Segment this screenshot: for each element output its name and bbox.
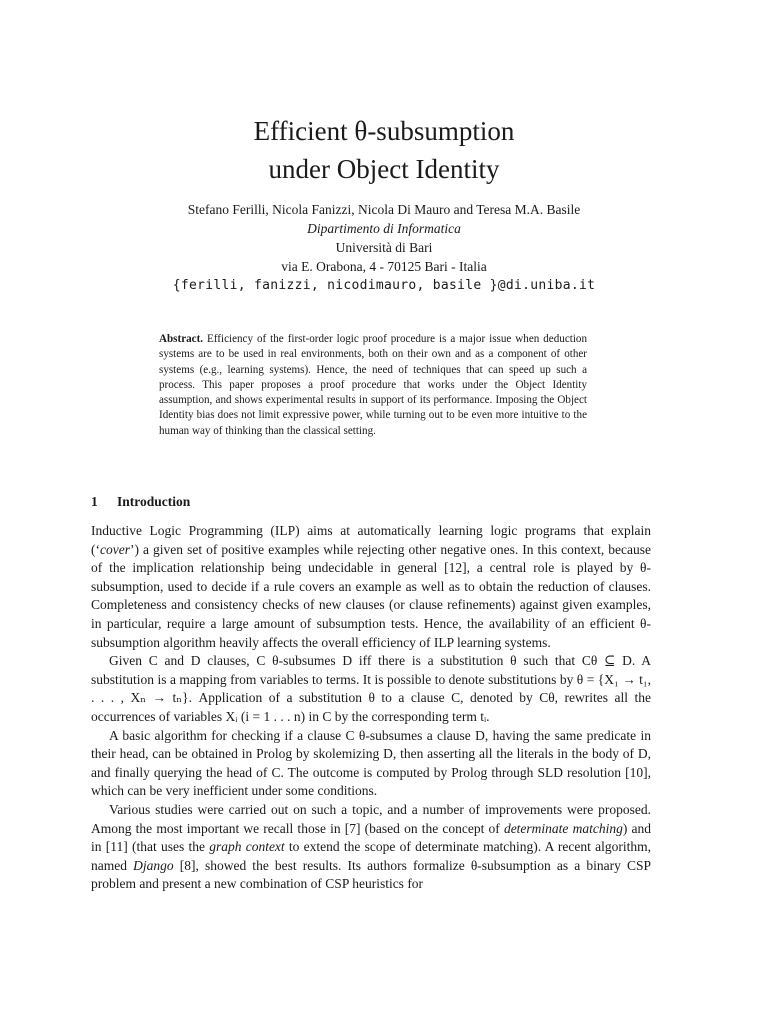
p4-graph: graph context — [209, 839, 285, 855]
author-university: Università di Bari — [335, 240, 433, 255]
p4-text-d: [8], showed the best results. Its authors formalize θ-subsumption as a binary CSP problem and present a new combination of CSP heuristics for — [91, 857, 651, 892]
p1-text-b: ’) a given set of positive examples while rejecting other negative ones. In this context, because of the implication relationship being undecidable in general [12], a central role is played by θ-subsumption, used to decide if a rule covers an example as well as to obtain the reduction of clauses. Completeness and consistency checks of new clauses (or clause refinements) against given examples, in particular, require a large amount of subsumption tests. Hence, the availability of an efficient θ-subsumption algorithm heavily affects the overall efficiency of ILP learning systems. — [91, 541, 651, 650]
paragraph-1 — [91, 522, 651, 652]
p4-text-b: ) and in [11] (that uses the — [91, 820, 651, 855]
section-heading — [91, 494, 190, 510]
paragraph-4 — [91, 801, 651, 894]
paragraph-3 — [91, 727, 651, 801]
author-names: Stefano Ferilli, Nicola Fanizzi, Nicola Di Mauro and Teresa M.A. Basile — [187, 202, 581, 217]
p4-text-a: Various studies were carried out on such a topic, and a number of improvements were proposed. Among the most important we recall those in [7] (based on the concept of — [91, 801, 651, 836]
p1-cover: cover — [100, 541, 130, 557]
author-block — [0, 200, 768, 295]
title-line-2: under Object Identity — [268, 154, 500, 184]
author-emails: {ferilli, fanizzi, nicodimauro, basile }@di.uniba.it — [172, 278, 596, 293]
paper-title — [0, 112, 768, 188]
p4-django: Django — [133, 857, 174, 873]
paragraph-2 — [91, 652, 651, 726]
p3-text: A basic algorithm for checking if a clause C θ-subsumes a clause D, having the same predicate in their head, can be obtained in Prolog by skolemizing D, then asserting all the literals in the body of D, and finally querying the head of C. The outcome is computed by Prolog through SLD resolution [10], which can be very inefficient under some conditions. — [91, 727, 651, 799]
abstract-text: Efficiency of the first-order logic proof procedure is a major issue when deduction systems are to be used in real environments, both on their own and as a component of other systems (e.g., learning systems). Hence, the need of techniques that can speed up such a process. This paper proposes a proof procedure that works under the Object Identity assumption, and shows experimental results in support of its performance. Imposing the Object Identity bias does not limit expressive power, while turning out to be even more intuitive to the human way of thinking than the classical setting. — [159, 333, 588, 437]
author-address: via E. Orabona, 4 - 70125 Bari - Italia — [281, 259, 487, 274]
p2-text: Given C and D clauses, C θ-subsumes D iff there is a substitution θ such that Cθ ⊆ D. A substitution is a mapping from variables to terms. It is possible to denote substitutions by θ = {X₁ → t₁, . . . , Xₙ → tₙ}. Application of a substitution θ to a clause C, denoted by Cθ, rewrites all the occurrences of variables Xᵢ (i = 1 . . . n) in C by the corresponding term tᵢ. — [91, 653, 651, 724]
p4-text-c: to extend the scope of determinate matching). A recent algorithm, named — [91, 839, 652, 873]
section-title: Introduction — [117, 494, 191, 509]
section-number: 1 — [91, 494, 98, 509]
abstract — [159, 332, 587, 439]
p4-determinate: determinate matching — [503, 820, 623, 836]
abstract-label: Abstract. — [159, 333, 204, 345]
title-line-1: Efficient θ-subsumption — [253, 116, 515, 146]
author-department: Dipartimento di Informatica — [307, 221, 461, 236]
body-text — [91, 522, 651, 894]
p1-text-a: Inductive Logic Programming (ILP) aims at automatically learning logic programs that explain (‘ — [91, 523, 651, 557]
